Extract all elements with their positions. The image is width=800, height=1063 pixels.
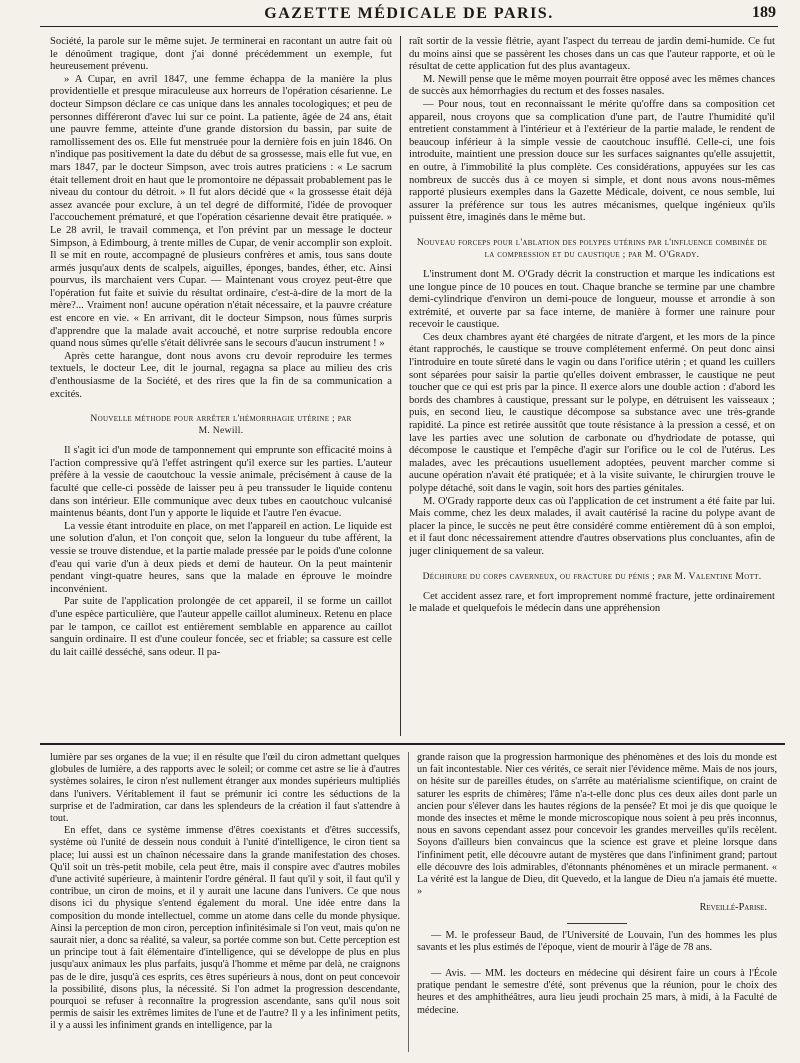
paragraph: La vessie étant introduite en place, on met l'appareil en action. Le liquide est une solution d'alun, et l'on conçoit que, selon la longueur du tube afférent, la vessie se trouve distendue, et la partie malade pressée par le poids d'une colonne d'eau qui varie d'un à deux pieds et demi de hauteur. On la peut maintenir pendant vingt-quatre heures, sans que la malade en éprouve le moindre inconvénient. [50,520,392,595]
paragraph: lumière par ses organes de la vue; il en résulte que l'œil du ciron admettant quelques globules de lumière, a des rapports avec le soleil; or comme cet astre se lie à d'autres systèmes solaires, le ciron n'est nullement étranger aux mondes supérieurs multipliés dans l'univers. Véritablement il faut se prémunir ici contre les séductions de la surprise et de l'admiration, car dans les splendeurs de la création il faut s'attendre à tout. [50,752,400,825]
paragraph: En effet, dans ce système immense d'êtres coexistants et d'êtres successifs, système où l'unité de dessein nous conduit à l'unité d'intelligence, le ciron tient sa place; lui aussi est un chaînon nécessaire dans la grande manifestation des choses. Qu'il soit un très-petit mobile, cela peut être, mais il conspire avec d'autres mobiles d'une activité supérieure, à maintenir l'ordre général. Il faut qu'il y soit, il faut qu'il y contribue, un ciron de moins, et il y aurait une lacune dans l'univers. Ce que nous disons ici du physique s'entend également du moral. Une idée entre dans la composition du monde intellectuel, comme un atome dans celle du monde physique. Ainsi la perception de mon ciron, perception infinitésimale si l'on veut, mais qu'on ne saurait nier, a donc sa réalité, sa valeur, sa portée comme son but. Cette perception est un principe tout à fait élémentaire d'intelligence, qui se développe de plus en plus jusqu'aux animaux les plus parfaits, jusqu'à l'homme et même par delà, ne craignons pas de le dire, jusqu'à ces esprits, ces êtres supérieurs à nous, dont on peut concevoir la possibilité, disons plus, la nécessité. Si l'on admet la progression descendante, pourquoi se refuser à reconnaître la progression ascendante, sans qu'il nous soit permis de saisir les extrêmes limites de l'une et de l'autre? Il y a les infiniment petits, il y a aussi les infiniment grands en intelligence, par la [50,825,400,1032]
paragraph: raît sortir de la vessie flétrie, ayant l'aspect du terreau de jardin demi-humide. Ce fut du moins ainsi que se passèrent les choses dans un cas que l'auteur rapporte, et où le résultat de cette application fut des plus avantageux. [409,36,775,73]
paragraph: Il s'agit ici d'un mode de tamponnement qui emprunte son efficacité moins à l'action compressive qu'à l'effet astringent qu'il exerce sur les parties. L'auteur préfère à la vessie de caoutchouc la vessie animale, précisément à cause de la faculté que celle-ci possède de laisser peu à peu transsuder le liquide contenu dans son intérieur. Elle communique avec deux tubes en caoutchouc vulcanisé maintenus béants, dont l'un y apporte le liquide et l'autre l'en évacue. [50,445,392,520]
page-number: 189 [752,4,776,21]
article-heading-mott [413,571,771,583]
paragraph: » A Cupar, en avril 1847, une femme échappa de la manière la plus providentielle et presque miraculeuse aux horreurs de l'opération césarienne. Le docteur Simpson déclare ce cas unique dans les annales tocologiques; et peu de personnes différeront d'avec lui sur ce point. La patiente, âgée de 24 ans, était une pauvre femme, atteinte d'une grande distorsion du bassin, par suite de ramollissement des os. Elle fut menstruée pour la dernière fois en juin 1846. On n'indique pas positivement la date du début de sa grossesse, mais elle fut vue, en mars 1847, par le docteur Simpson, avec trois autres praticiens : « Le sacrum était tellement droit en haut que le promontoire ne dépassait probablement pas le niveau du contour du détroit. » Il fut alors décidé que « la grossesse était déjà assez avancée pour exclure, à un tel degré de difformité, l'idée de provoquer l'accouchement prématuré, et que l'opération césarienne devait être pratiquée. » Le 28 avril, le travail commença, et l'on prévint par un message le docteur Simpson, à Edimbourg, à trente milles de Cupar, de venir accomplir son exploit. Il se mit en route, accompagné de plusieurs confrères et amis, tous sans doute armés jusqu'aux dents de scalpels, aiguilles, éponges, bandes, éther, etc. Ainsi pourvus, ils marchaient vers Cupar. — Maintenant vous croyez peut-être que l'opération fut faite et suivie du résultat ordinaire, c'est-à-dire de la mort de la mère?... Vraiment non! aucune opération n'était nécessaire, et la pauvre créature est encore en vie. « En arrivant, dit le docteur Simpson, nous fûmes surpris d'apprendre que la malade avait accouché, et notre surprise redoubla encore quand nous sûmes qu'elle s'était délivrée sans le secours d'aucun instrument ! » [50,73,392,350]
bottom-right-column [417,752,777,1060]
paragraph: M. O'Grady rapporte deux cas où l'application de cet instrument a été faite par lui. Mais comme, chez les deux malades, il avait cautérisé la racine du polype avant de placer la pince, le succès ne peut être considéré comme entièrement dû à son emploi, et il faut donc nécessairement attendre d'autres observations plus concluantes, afin de juger cliniquement de sa valeur. [409,495,775,557]
paragraph: L'instrument dont M. O'Grady décrit la construction et marque les indications est une longue pince de 10 pouces en tout. Chaque branche se termine par une chambre demi-cylindrique d'environ un demi-pouce de longueur, mousse et arrondie à son extrémité, et ouverte par sa face interne, de manière à former une rainure pour recevoir le caustique. [409,268,775,331]
heading-text: Déchirure du corps caverneux, ou fracture du pénis ; par M. Valentine Mott. [422,570,762,582]
heading-author: M. Newill. [198,425,244,437]
section-divider [40,743,785,745]
paragraph: Après cette harangue, dont nous avons cru devoir reproduire les termes textuels, le docteur Lee, dit le journal, regagna sa place au milieu des cris d'enthousiasme de la Société, et des rires que la fin de sa communication a excités. [50,350,392,400]
paragraph: — M. le professeur Baud, de l'Université de Louvain, l'un des hommes les plus savants et les plus estimés de l'époque, vient de mourir à l'âge de 78 ans. [417,929,777,953]
top-right-column [409,36,775,731]
heading-text: Nouvelle méthode pour arrêter l'hémorrhagie utérine ; par [90,413,352,425]
paragraph: — Avis. — MM. les docteurs en médecine qui désirent faire un cours à l'École pratique pendant le semestre d'été, sont prévenus que la réunion, pour le choix des heures et des amphithéâtres, aura lieu jeudi prochain 25 mars, à midi, à la Faculté de médecine. [417,968,777,1016]
page-header [40,4,778,27]
article-heading-newill [54,413,388,437]
paragraph: Cet accident assez rare, et fort improprement nommé fracture, jette ordinairement le malade et quelquefois le médecin dans une appréhension [409,590,775,615]
article-heading-ogrady [413,237,771,261]
top-left-column [50,36,392,731]
paragraph: — Pour nous, tout en reconnaissant le mérite qu'offre dans sa composition cet appareil, nous croyons que sa complication d'une part, de l'autre l'humidité qu'il entretient constamment à l'intérieur et à l'extérieur de la partie malade, le rendent de beaucoup inférieur à la simple vessie de caoutchouc insufflé. Celle-ci, une fois introduite, maintient une pression douce sur les surfaces saignantes qu'elle assujettit, en outre, à l'immobilité la plus complète. Ces considérations, appuyées sur les cas nombreux de succès dus à ce moyen si simple, et dont nous avons nous-mêmes rapporté plusieurs exemples dans la Gazette Médicale, doivent, ce nous semble, lui assurer la préférence sur tous les autres mécanismes, quelque ingénieux qu'ils puissent être, imaginés dans le même but. [409,98,775,224]
paragraph: Ces deux chambres ayant été chargées de nitrate d'argent, et les mors de la pince étant rapprochés, le caustique se trouve complétement enfermé. On peut donc ainsi l'introduire en toute sûreté dans le vagin ou dans l'orifice utérin ; et quand les cuillers sont séparées pour saisir la partie qu'elles doivent embrasser, le caustique ne peut toucher que ce qui est pris par la pince. Il exerce alors une double action : d'abord les bords des chambres à caustique, pressant sur le polype, en détruisent les vaisseaux ; puis, en second lieu, le caustique décompose sa substance avec une très-grande rapidité. La pince est retirée aussitôt que toute résistance à la pression a cessé, et on lave les parties avec une solution de carbonate ou d'hydriodate de potasse, qui décompose le caustique et l'empêche d'agir sur l'orifice ou le col de l'utérus. Les malades, avec les précautions usuellement adoptées, peuvent marcher comme si aucune opération n'avait été pratiquée; et à la visite suivante, le chirurgien trouve le polype détaché, soit dans le vagin, soit hors des parties génitales. [409,331,775,494]
paragraph: Par suite de l'application prolongée de cet appareil, il se forme un caillot d'une espèce particulière, que l'auteur appelle caillot alumineux. Retenu en place par le tampon, ce caillot est entièrement semblable en apparence au caillot sanguin ordinaire. Il est d'une couleur foncée, sec et friable; sa cassure est celle du lait caillé desséché, sans odeur. Il pa- [50,596,392,658]
journal-title: GAZETTE MÉDICALE DE PARIS. [264,5,554,22]
column-divider [400,36,401,736]
paragraph: Société, la parole sur le même sujet. Je terminerai en racontant un autre fait où le dénoûment tragique, dont j'ai donné précédemment un exemple, fut heureusement prévenu. [50,36,392,73]
short-divider [567,923,627,924]
bottom-left-column [50,752,400,1060]
paragraph: grande raison que la progression harmonique des phénomènes et des lois du monde est un fait incontestable. Nier ces vérités, ce serait nier l'évidence même. Mais de nos jours, on hésite sur de pareilles études, on s'arrête au matérialisme scientifique, on craint de saturer les esprits de chimères; l'âme n'a-t-elle donc plus ces deux ailes dont parle un ancien pour s'élever dans les hautes régions de la pensée? Et moi je dis que quoique le monde des insectes et même le monde microscopique nous soient à peu près inconnus, nous en savons cependant assez pour concevoir les grandes merveilles qu'ils recèlent. Soyons d'ailleurs bien convaincus que la science est grave et pleine lorsque dans l'infiniment petit, elle découvre autant de mystères que dans l'infiniment grand; partout elle découvre des lois admirables, d'étonnants phénomènes et un miracle permanent. « La vérité est la langue de Dieu, dit Quevedo, et la langue de Dieu n'a jamais été muette. » [417,752,777,898]
signature: Reveillé-Parise. [699,902,767,914]
heading-text: Nouveau forceps pour l'ablation des polypes utérins par l'influence combinée de la compression et du caustique ; par M. O'Grady. [416,236,768,260]
paragraph: M. Newill pense que le même moyen pourrait être opposé avec les mêmes chances de succès aux hémorrhagies du rectum et des fosses nasales. [409,73,775,98]
column-divider [408,752,409,1052]
